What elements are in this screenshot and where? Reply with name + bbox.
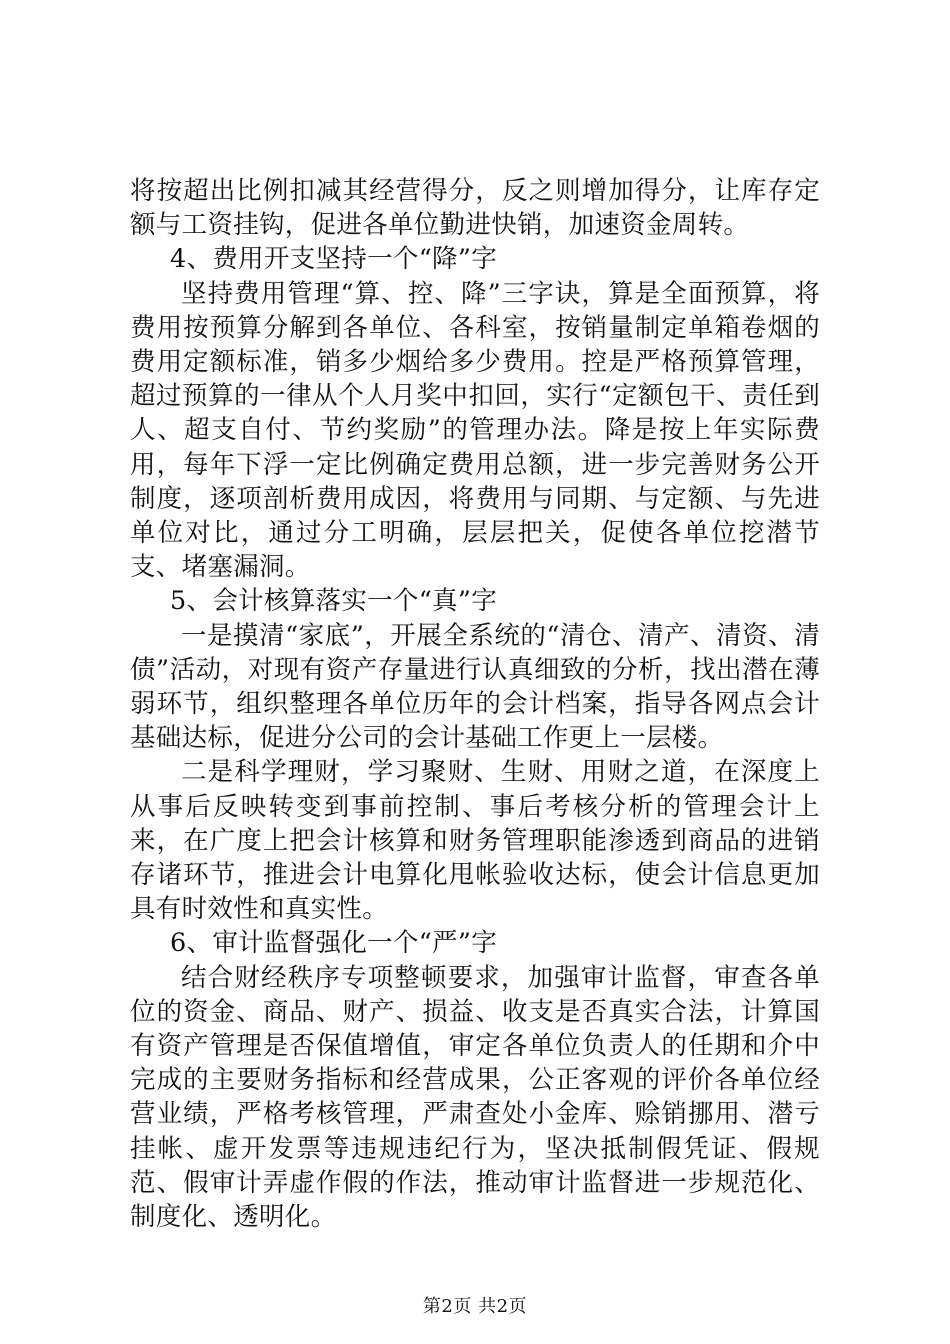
section-heading-4: 4、费用开支坚持一个“降”字 [170, 244, 497, 275]
paragraph-scientific-finance: 二是科学理财，学习聚财、生财、用财之道，在深度上从事后反映转变到事前控制、事后考核分析的管理会计上来，在广度上把会计核算和财务管理职能渗透到商品的进销存诸环节，推进会计电算化甩帐验收达标，使会计信息更加具有时效性和真实性。 [130, 757, 820, 925]
paragraph-continuation: 将按超出比例扣减其经营得分，反之则增加得分，让库存定额与工资挂钩，促进各单位勤进快销，加速资金周转。 [130, 176, 820, 241]
section-heading-5: 5、会计核算落实一个“真”字 [170, 586, 497, 617]
paragraph-asset-inventory: 一是摸清“家底”，开展全系统的“清仓、清产、清资、清债”活动，对现有资产存量进行认真细致的分析，找出潜在薄弱环节，组织整理各单位历年的会计档案，指导各网点会计基础达标，促进分公司的会计基础工作更上一层楼。 [130, 620, 820, 754]
section-heading-6: 6、审计监督强化一个“严”字 [170, 928, 497, 959]
document-body [130, 174, 820, 1234]
paragraph-audit-supervision: 结合财经秩序专项整顿要求，加强审计监督，审查各单位的资金、商品、财产、损益、收支是否真实合法，计算国有资产管理是否保值增值，审定各单位负责人的任期和介中完成的主要财务指标和经营成果，公正客观的评价各单位经营业绩，严格考核管理，严肃查处小金库、赊销挪用、潜亏挂帐、虚开发票等违规违纪行为，坚决抵制假凭证、假规范、假审计弄虚作假的作法，推动审计监督进一步规范化、制度化、透明化。 [130, 962, 820, 1233]
paragraph-expense-control: 坚持费用管理“算、控、降”三字诀，算是全面预算，将费用按预算分解到各单位、各科室，按销量制定单箱卷烟的费用定额标准，销多少烟给多少费用。控是严格预算管理，超过预算的一律从个人月奖中扣回，实行“定额包干、责任到人、超支自付、节约奖励”的管理办法。降是按上年实际费用，每年下浮一定比例确定费用总额，进一步完善财务公开制度，逐项剖析费用成因，将费用与同期、与定额、与先进单位对比，通过分工明确，层层把关，促使各单位挖潜节支、堵塞漏洞。 [130, 278, 820, 583]
page-number-footer: 第2页 共2页 [422, 1296, 528, 1317]
